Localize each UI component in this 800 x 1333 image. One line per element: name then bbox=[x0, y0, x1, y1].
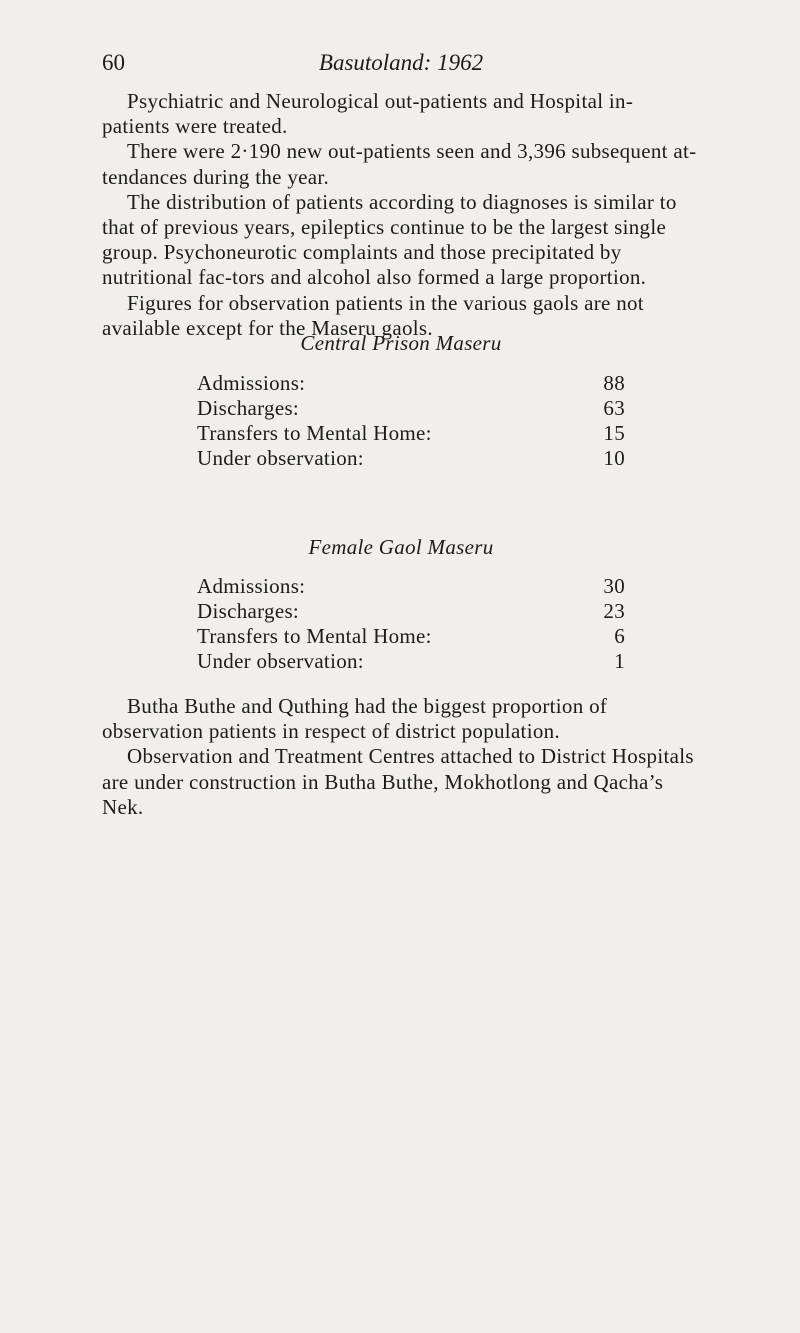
stat-row bbox=[197, 446, 625, 471]
stat-row bbox=[197, 574, 625, 599]
stat-value: 6 bbox=[614, 624, 625, 648]
stat-value: 30 bbox=[603, 574, 625, 598]
section-title-female-gaol: Female Gaol Maseru bbox=[308, 535, 494, 559]
paragraph: Butha Buthe and Quthing had the biggest proportion of observation patients in respect of district population. bbox=[102, 694, 608, 744]
stat-row bbox=[197, 371, 625, 396]
running-head bbox=[102, 50, 700, 80]
stat-label: Admissions: bbox=[197, 371, 306, 395]
paragraph: The distribution of patients according to diagnoses is similar to that of previous years, epileptics continue to be the largest single group. Psychoneurotic complaints and those precipitated by nutritional fac-tors and alcohol also formed a large proportion. bbox=[102, 189, 677, 290]
stats-table-central-prison bbox=[197, 371, 625, 471]
section-title-central-prison: Central Prison Maseru bbox=[300, 331, 502, 355]
paragraph: Observation and Treatment Centres attached to District Hospitals are under construction in Butha Buthe, Mokhotlong and Qacha’s Nek. bbox=[102, 744, 694, 819]
running-title: Basutoland: 1962 bbox=[318, 50, 484, 75]
stat-label: Admissions: bbox=[197, 574, 306, 598]
stat-label: Under observation: bbox=[197, 446, 364, 470]
stat-value: 88 bbox=[603, 371, 625, 395]
stat-label: Discharges: bbox=[197, 396, 300, 420]
stat-label: Transfers to Mental Home: bbox=[197, 624, 432, 648]
stat-row bbox=[197, 599, 625, 624]
stat-row bbox=[197, 649, 625, 674]
stat-label: Transfers to Mental Home: bbox=[197, 421, 432, 445]
stat-value: 23 bbox=[603, 599, 625, 623]
paragraph: Figures for observation patients in the various gaols are not available except for the Maseru gaols. bbox=[102, 290, 644, 340]
stat-value: 15 bbox=[603, 421, 625, 445]
body-text-top bbox=[102, 89, 700, 341]
stats-table-female-gaol bbox=[197, 574, 625, 674]
stat-row bbox=[197, 421, 625, 446]
body-text-bottom bbox=[102, 694, 700, 820]
paragraph: Psychiatric and Neurological out-patients and Hospital in-patients were treated. bbox=[102, 89, 634, 139]
stat-value: 1 bbox=[614, 649, 625, 673]
page-number: 60 bbox=[102, 50, 125, 75]
stat-label: Discharges: bbox=[197, 599, 300, 623]
stat-value: 10 bbox=[603, 446, 625, 470]
stat-value: 63 bbox=[603, 396, 625, 420]
stat-row bbox=[197, 396, 625, 421]
paragraph: There were 2·190 new out-patients seen and 3,396 subsequent at-tendances during the year. bbox=[102, 139, 697, 189]
stat-label: Under observation: bbox=[197, 649, 364, 673]
stat-row bbox=[197, 624, 625, 649]
